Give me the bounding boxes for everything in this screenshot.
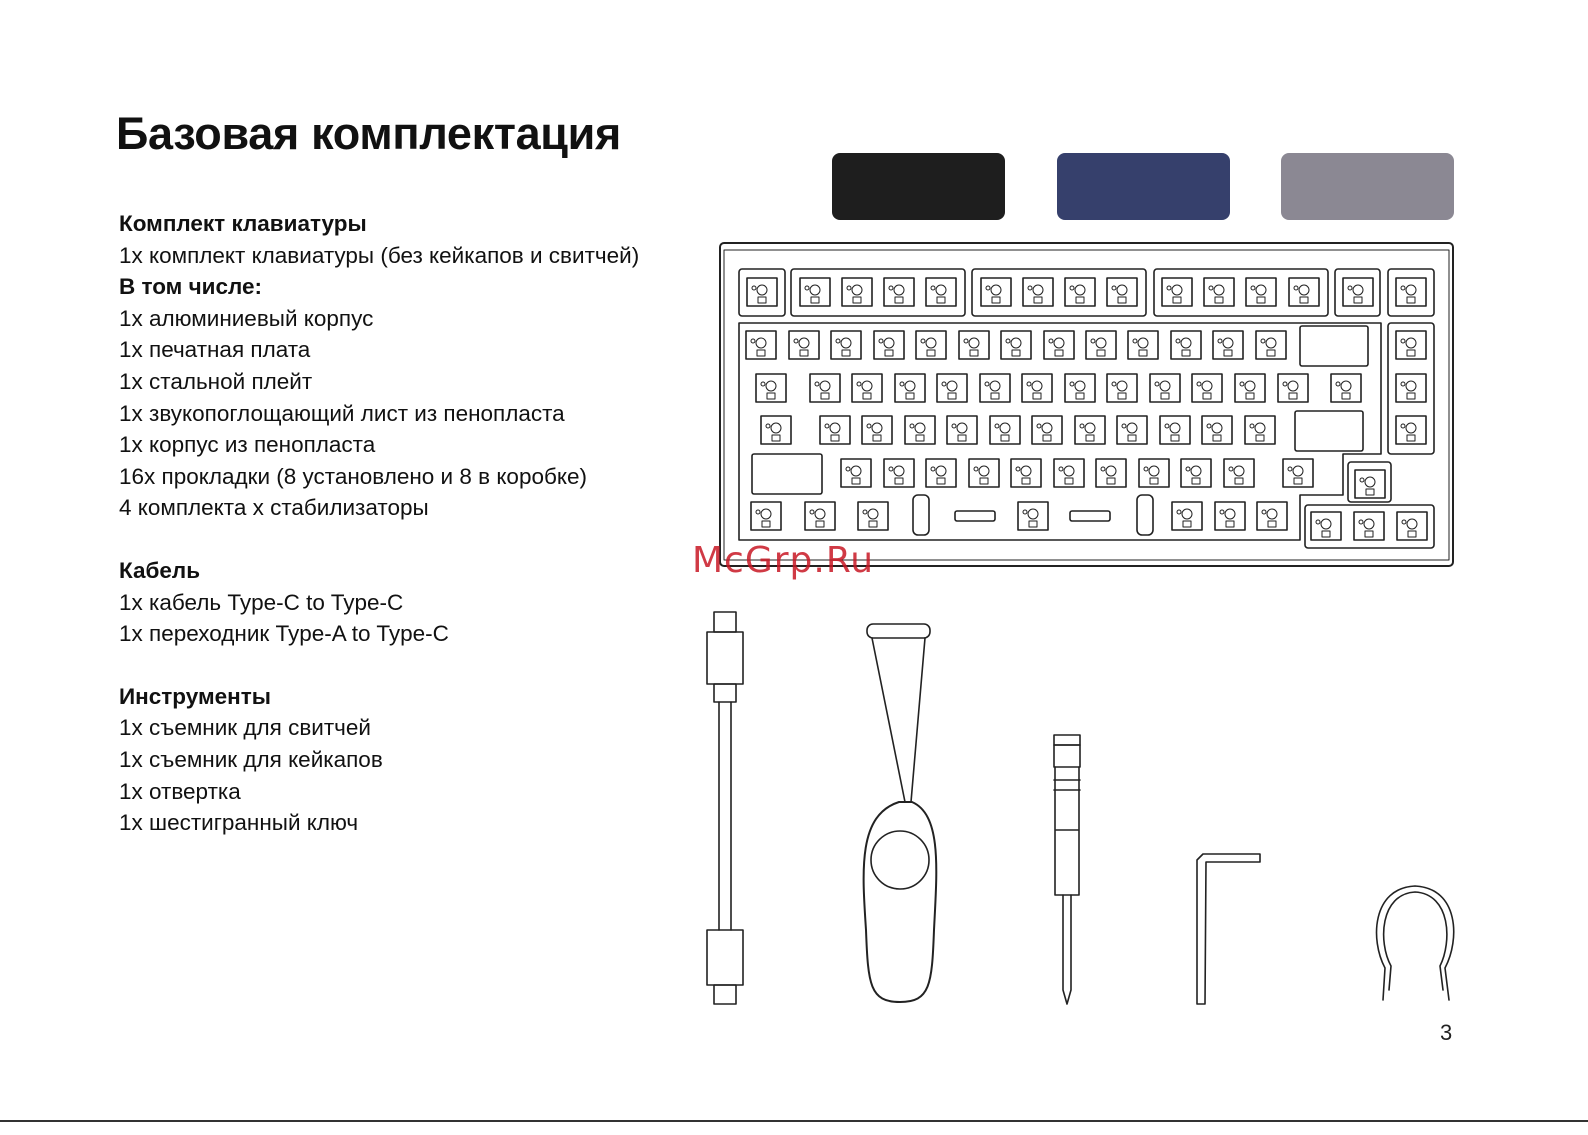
list-item: 1x шестигранный ключ: [119, 810, 359, 836]
switch-socket: [831, 331, 861, 359]
switch-socket: [1215, 502, 1245, 530]
switch-socket: [905, 416, 935, 444]
switch-socket: [1396, 331, 1426, 359]
switch-socket: [1150, 374, 1180, 402]
switch-socket: [1343, 278, 1373, 306]
switch-socket: [1396, 416, 1426, 444]
switch-socket: [1278, 374, 1308, 402]
switch-socket: [1011, 459, 1041, 487]
switch-socket: [1018, 502, 1048, 530]
switch-socket: [1107, 374, 1137, 402]
keycap-puller-illustration: [1377, 886, 1454, 1000]
screwdriver-illustration: [1054, 735, 1080, 1004]
switch-socket: [747, 278, 777, 306]
list-item: 1x съемник для кейкапов: [119, 746, 383, 772]
switch-socket: [842, 278, 872, 306]
list-item: 16x прокладки (8 установлено и 8 в коробке): [119, 463, 587, 489]
list-item: 1x отвертка: [119, 778, 241, 804]
switch-socket: [884, 278, 914, 306]
switch-socket: [1257, 502, 1287, 530]
switch-socket: [1283, 459, 1313, 487]
switch-socket: [1128, 331, 1158, 359]
switch-socket: [1355, 470, 1385, 498]
switch-socket: [1139, 459, 1169, 487]
switch-socket: [751, 502, 781, 530]
switch-socket: [1245, 416, 1275, 444]
section-heading: Комплект клавиатуры: [119, 211, 367, 236]
list-item: 1x звукопоглощающий лист из пенопласта: [119, 400, 565, 426]
footer-rule: [0, 1120, 1588, 1122]
switch-socket: [959, 331, 989, 359]
switch-socket: [1023, 278, 1053, 306]
switch-socket: [1396, 278, 1426, 306]
section-subheading: В том числе:: [119, 274, 262, 300]
switch-socket: [1246, 278, 1276, 306]
switch-socket: [1001, 331, 1031, 359]
switch-socket: [990, 416, 1020, 444]
switch-socket: [1075, 416, 1105, 444]
switch-socket: [1065, 278, 1095, 306]
cable-illustration: [707, 612, 743, 1004]
switch-socket: [1192, 374, 1222, 402]
switch-socket: [1086, 331, 1116, 359]
list-item: 1x комплект клавиатуры (без кейкапов и свитчей): [119, 242, 640, 268]
switch-socket: [1160, 416, 1190, 444]
switch-socket: [1204, 278, 1234, 306]
switch-socket: [947, 416, 977, 444]
switch-socket: [1256, 331, 1286, 359]
list-item: 1x стальной плейт: [119, 368, 313, 394]
switch-socket: [1311, 512, 1341, 540]
switch-socket: [820, 416, 850, 444]
switch-socket: [1065, 374, 1095, 402]
list-item: 4 комплекта x стабилизаторы: [119, 495, 429, 521]
switch-socket: [841, 459, 871, 487]
page-title: Базовая комплектация: [116, 108, 621, 159]
switch-socket: [1235, 374, 1265, 402]
switch-socket: [1289, 278, 1319, 306]
watermark: McGrp.Ru: [692, 540, 875, 581]
section-heading: Кабель: [119, 557, 201, 583]
switch-socket: [1202, 416, 1232, 444]
switch-socket: [884, 459, 914, 487]
switch-socket: [1396, 374, 1426, 402]
switch-socket: [761, 416, 791, 444]
list-item: 1x алюминиевый корпус: [119, 305, 374, 331]
list-item: 1x кабель Type-C to Type-C: [119, 589, 404, 615]
switch-socket: [1181, 459, 1211, 487]
switch-socket: [1354, 512, 1384, 540]
switch-socket: [926, 459, 956, 487]
keyboard-illustration: [720, 243, 1453, 566]
switch-socket: [756, 374, 786, 402]
switch-socket: [789, 331, 819, 359]
list-item: 1x съемник для свитчей: [119, 715, 371, 741]
list-item: 1x корпус из пенопласта: [119, 432, 376, 458]
list-item: 1x переходник Type-A to Type-C: [119, 621, 449, 647]
switch-socket: [937, 374, 967, 402]
switch-socket: [1224, 459, 1254, 487]
switch-socket: [1054, 459, 1084, 487]
switch-socket: [805, 502, 835, 530]
switch-socket: [862, 416, 892, 444]
switch-socket: [1213, 331, 1243, 359]
switch-socket: [916, 331, 946, 359]
switch-socket: [1044, 331, 1074, 359]
section-heading: Инструменты: [119, 683, 271, 709]
switch-socket: [1331, 374, 1361, 402]
switch-puller-illustration: [864, 624, 937, 1002]
switch-socket: [969, 459, 999, 487]
switch-socket: [1096, 459, 1126, 487]
switch-socket: [874, 331, 904, 359]
switch-socket: [980, 374, 1010, 402]
switch-socket: [1397, 512, 1427, 540]
hex-key-illustration: [1197, 854, 1260, 1004]
switch-socket: [1107, 278, 1137, 306]
switch-socket: [1162, 278, 1192, 306]
switch-socket: [1117, 416, 1147, 444]
switch-socket: [981, 278, 1011, 306]
switch-socket: [1032, 416, 1062, 444]
page-number: 3: [1440, 1020, 1453, 1045]
switch-socket: [926, 278, 956, 306]
switch-socket: [810, 374, 840, 402]
switch-socket: [858, 502, 888, 530]
keyboard-switch-slots: [746, 278, 1427, 540]
switch-socket: [1022, 374, 1052, 402]
switch-socket: [852, 374, 882, 402]
switch-socket: [800, 278, 830, 306]
switch-socket: [1172, 502, 1202, 530]
switch-socket: [895, 374, 925, 402]
switch-socket: [1171, 331, 1201, 359]
switch-socket: [746, 331, 776, 359]
list-item: 1x печатная плата: [119, 337, 311, 363]
